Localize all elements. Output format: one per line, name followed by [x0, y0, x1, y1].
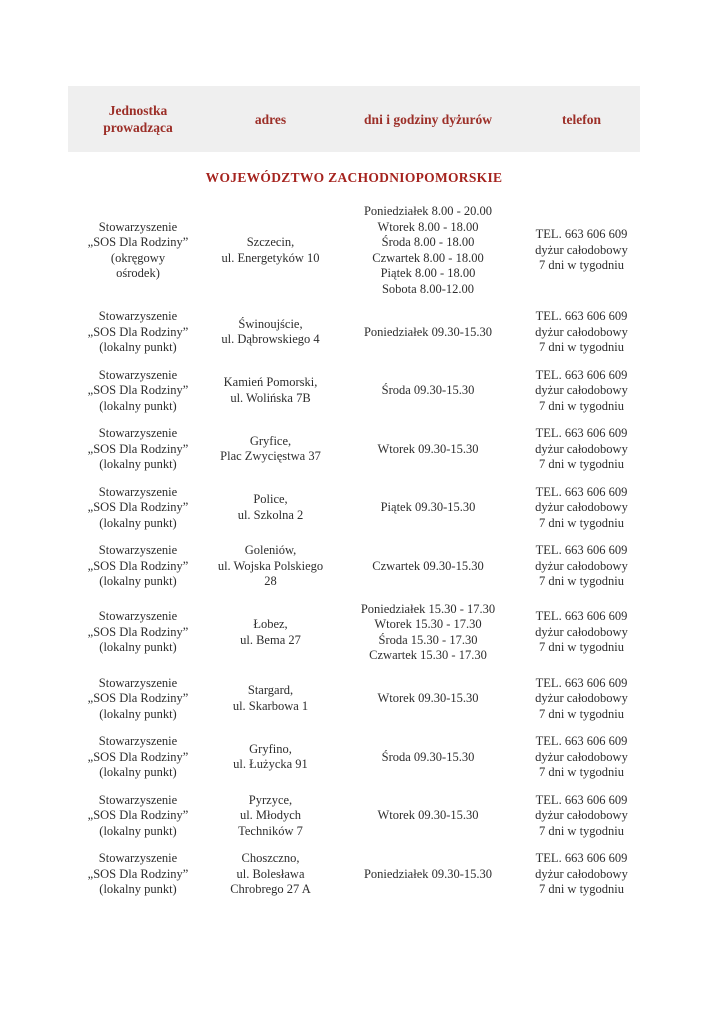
unit-cell	[68, 420, 208, 479]
unit-cell	[68, 479, 208, 538]
address-cell	[208, 198, 333, 303]
address-cell	[208, 303, 333, 362]
unit-line: „SOS Dla Rodziny”	[87, 624, 189, 639]
hours-line: Środa 15.30 - 17.30	[378, 632, 478, 647]
phone-line: TEL. 663 606 609	[535, 426, 628, 440]
address-cell	[208, 670, 333, 729]
unit-cell	[68, 845, 208, 904]
hours-cell	[333, 479, 523, 538]
unit-line: (lokalny punkt)	[99, 457, 177, 471]
hours-line: Wtorek 09.30-15.30	[377, 808, 479, 822]
unit-cell	[68, 787, 208, 846]
hours-line: Czwartek 15.30 - 17.30	[369, 648, 487, 662]
table-row	[68, 845, 640, 904]
address-line: ul. Wolińska 7B	[230, 390, 311, 405]
unit-line: Stowarzyszenie	[98, 219, 178, 234]
column-header-telefon: telefon	[523, 86, 640, 152]
address-line: Gryfice,	[249, 433, 292, 448]
hours-line: Wtorek 09.30-15.30	[377, 441, 479, 456]
unit-line: (lokalny punkt)	[99, 823, 177, 838]
phone-line: dyżur całodobowy	[535, 624, 628, 639]
unit-line: „SOS Dla Rodziny”	[87, 500, 189, 514]
hours-cell	[333, 362, 523, 421]
phone-line: 7 dni w tygodniu	[538, 765, 625, 779]
address-line: Police,	[253, 492, 288, 507]
phone-line: TEL. 663 606 609	[535, 675, 628, 690]
hours-line: Wtorek 8.00 - 18.00	[377, 219, 479, 234]
phone-line: 7 dni w tygodniu	[538, 258, 625, 273]
hours-line: Wtorek 09.30-15.30	[377, 691, 479, 705]
phone-line: 7 dni w tygodniu	[538, 706, 625, 721]
phone-line: 7 dni w tygodniu	[538, 882, 625, 896]
address-cell	[208, 362, 333, 421]
phone-line: 7 dni w tygodniu	[538, 515, 625, 530]
section-title: WOJEWÓDZTWO ZACHODNIOPOMORSKIE	[205, 170, 503, 185]
unit-line: „SOS Dla Rodziny”	[87, 808, 189, 822]
table-row	[68, 479, 640, 538]
unit-cell	[68, 728, 208, 787]
phone-cell	[523, 670, 640, 729]
address-line: Techników 7	[238, 823, 303, 838]
table-row	[68, 198, 640, 303]
unit-line: (okręgowy	[110, 250, 166, 265]
phone-cell	[523, 845, 640, 904]
unit-line: Stowarzyszenie	[98, 609, 178, 624]
hours-cell	[333, 596, 523, 670]
phone-line: TEL. 663 606 609	[535, 227, 628, 242]
unit-line: (lokalny punkt)	[99, 882, 177, 896]
unit-line: ośrodek)	[116, 266, 160, 280]
table-row	[68, 728, 640, 787]
section-title-row	[68, 152, 640, 198]
hours-cell	[333, 845, 523, 904]
hours-line: Środa 8.00 - 18.00	[381, 235, 475, 249]
address-cell	[208, 596, 333, 670]
table-body	[68, 198, 640, 904]
address-line: ul. Młodych	[239, 808, 302, 822]
unit-line: „SOS Dla Rodziny”	[87, 749, 189, 764]
phone-line: dyżur całodobowy	[535, 500, 628, 514]
unit-line: „SOS Dla Rodziny”	[87, 691, 189, 705]
table-header-row	[68, 86, 640, 152]
hours-cell	[333, 420, 523, 479]
phone-cell	[523, 420, 640, 479]
phone-line: 7 dni w tygodniu	[538, 398, 625, 413]
phone-cell	[523, 198, 640, 303]
hours-line: Poniedziałek 09.30-15.30	[363, 324, 493, 339]
address-line: Świnoujście,	[238, 316, 303, 331]
phone-line: TEL. 663 606 609	[535, 851, 628, 865]
hours-line: Czwartek 09.30-15.30	[372, 558, 484, 573]
unit-line: (lokalny punkt)	[99, 706, 177, 721]
phone-line: dyżur całodobowy	[535, 691, 628, 705]
address-line: ul. Dąbrowskiego 4	[221, 332, 320, 347]
phone-cell	[523, 787, 640, 846]
column-header-jednostka-prowadzaca: Jednostka prowadząca	[68, 86, 208, 152]
hours-line: Piątek 09.30-15.30	[380, 500, 476, 514]
unit-cell	[68, 537, 208, 596]
table-row	[68, 596, 640, 670]
hours-cell	[333, 670, 523, 729]
phone-line: TEL. 663 606 609	[535, 792, 628, 807]
hours-line: Wtorek 15.30 - 17.30	[374, 617, 482, 631]
unit-line: „SOS Dla Rodziny”	[87, 383, 189, 397]
hours-line: Poniedziałek 09.30-15.30	[363, 866, 493, 881]
phone-line: TEL. 663 606 609	[535, 309, 628, 323]
address-line: Stargard,	[247, 683, 294, 698]
unit-line: „SOS Dla Rodziny”	[87, 235, 189, 249]
table-row	[68, 362, 640, 421]
unit-cell	[68, 362, 208, 421]
phone-cell	[523, 479, 640, 538]
phone-line: TEL. 663 606 609	[535, 367, 628, 382]
hours-cell	[333, 198, 523, 303]
unit-cell	[68, 303, 208, 362]
unit-line: (lokalny punkt)	[99, 398, 177, 413]
unit-line: Stowarzyszenie	[98, 309, 178, 323]
hours-cell	[333, 303, 523, 362]
address-cell	[208, 787, 333, 846]
address-cell	[208, 845, 333, 904]
address-line: ul. Wojska Polskiego	[217, 558, 324, 573]
hours-cell	[333, 728, 523, 787]
table-row	[68, 420, 640, 479]
table-row	[68, 537, 640, 596]
address-line: Chrobrego 27 A	[230, 882, 311, 896]
unit-line: Stowarzyszenie	[98, 367, 178, 382]
unit-line: „SOS Dla Rodziny”	[87, 866, 189, 881]
hours-line: Sobota 8.00-12.00	[381, 281, 474, 296]
unit-line: (lokalny punkt)	[99, 574, 177, 588]
unit-cell	[68, 670, 208, 729]
phone-line: dyżur całodobowy	[535, 383, 628, 397]
address-line: Pyrzyce,	[248, 792, 293, 807]
unit-line: „SOS Dla Rodziny”	[87, 441, 189, 456]
phone-line: TEL. 663 606 609	[535, 543, 628, 557]
unit-line: Stowarzyszenie	[98, 792, 178, 807]
address-line: Goleniów,	[244, 543, 297, 557]
phone-line: TEL. 663 606 609	[535, 734, 628, 748]
phone-cell	[523, 303, 640, 362]
unit-line: Stowarzyszenie	[98, 851, 178, 865]
hours-cell	[333, 537, 523, 596]
unit-line: Stowarzyszenie	[98, 484, 178, 499]
address-line: Choszczno,	[241, 851, 300, 865]
table-row	[68, 303, 640, 362]
address-line: ul. Bema 27	[240, 632, 301, 647]
unit-line: „SOS Dla Rodziny”	[87, 324, 189, 339]
address-line: Łobez,	[253, 617, 288, 631]
address-line: ul. Skarbowa 1	[232, 698, 309, 713]
hours-line: Środa 09.30-15.30	[381, 749, 475, 764]
address-line: ul. Szkolna 2	[237, 507, 304, 522]
address-cell	[208, 728, 333, 787]
phone-line: 7 dni w tygodniu	[538, 457, 625, 471]
hours-line: Piątek 8.00 - 18.00	[380, 266, 476, 280]
phone-line: dyżur całodobowy	[535, 558, 628, 573]
phone-line: 7 dni w tygodniu	[538, 340, 625, 354]
address-line: ul. Łużycka 91	[233, 757, 308, 772]
phone-line: dyżur całodobowy	[535, 324, 628, 339]
hours-line: Poniedziałek 8.00 - 20.00	[363, 204, 493, 218]
hours-cell	[333, 787, 523, 846]
phone-line: dyżur całodobowy	[535, 441, 628, 456]
unit-line: Stowarzyszenie	[98, 734, 178, 748]
table-row	[68, 670, 640, 729]
unit-line: Stowarzyszenie	[98, 675, 178, 690]
table-header	[68, 86, 640, 152]
phone-cell	[523, 362, 640, 421]
address-line: Szczecin,	[246, 235, 295, 249]
phone-cell	[523, 596, 640, 670]
phone-line: TEL. 663 606 609	[535, 609, 628, 624]
unit-line: Stowarzyszenie	[98, 543, 178, 557]
unit-cell	[68, 198, 208, 303]
column-header-adres: adres	[208, 86, 333, 152]
duty-schedule-table	[68, 86, 640, 904]
address-cell	[208, 479, 333, 538]
phone-line: 7 dni w tygodniu	[538, 574, 625, 588]
section-title-body	[68, 152, 640, 198]
column-header-dni-i-godziny-dyzurow: dni i godziny dyżurów	[333, 86, 523, 152]
phone-line: TEL. 663 606 609	[535, 484, 628, 499]
address-line: Gryfino,	[249, 741, 292, 756]
hours-line: Czwartek 8.00 - 18.00	[372, 250, 484, 265]
address-line: Plac Zwycięstwa 37	[220, 449, 321, 464]
phone-cell	[523, 537, 640, 596]
phone-line: 7 dni w tygodniu	[538, 823, 625, 838]
phone-cell	[523, 728, 640, 787]
hours-line: Środa 09.30-15.30	[381, 383, 475, 397]
hours-line: Poniedziałek 15.30 - 17.30	[360, 601, 496, 616]
phone-line: dyżur całodobowy	[535, 749, 628, 764]
address-cell	[208, 537, 333, 596]
address-line: Kamień Pomorski,	[223, 375, 318, 390]
address-cell	[208, 420, 333, 479]
address-line: 28	[264, 574, 277, 588]
phone-line: dyżur całodobowy	[535, 242, 628, 257]
unit-line: (lokalny punkt)	[99, 515, 177, 530]
unit-line: „SOS Dla Rodziny”	[87, 558, 189, 573]
unit-line: (lokalny punkt)	[99, 340, 177, 354]
address-line: ul. Bolesława	[236, 866, 305, 881]
phone-line: dyżur całodobowy	[535, 808, 628, 822]
unit-line: (lokalny punkt)	[99, 765, 177, 779]
phone-line: dyżur całodobowy	[535, 866, 628, 881]
address-line: ul. Energetyków 10	[221, 250, 320, 265]
unit-line: Stowarzyszenie	[98, 426, 178, 440]
unit-cell	[68, 596, 208, 670]
table-row	[68, 787, 640, 846]
unit-line: (lokalny punkt)	[99, 640, 177, 655]
phone-line: 7 dni w tygodniu	[538, 640, 625, 655]
